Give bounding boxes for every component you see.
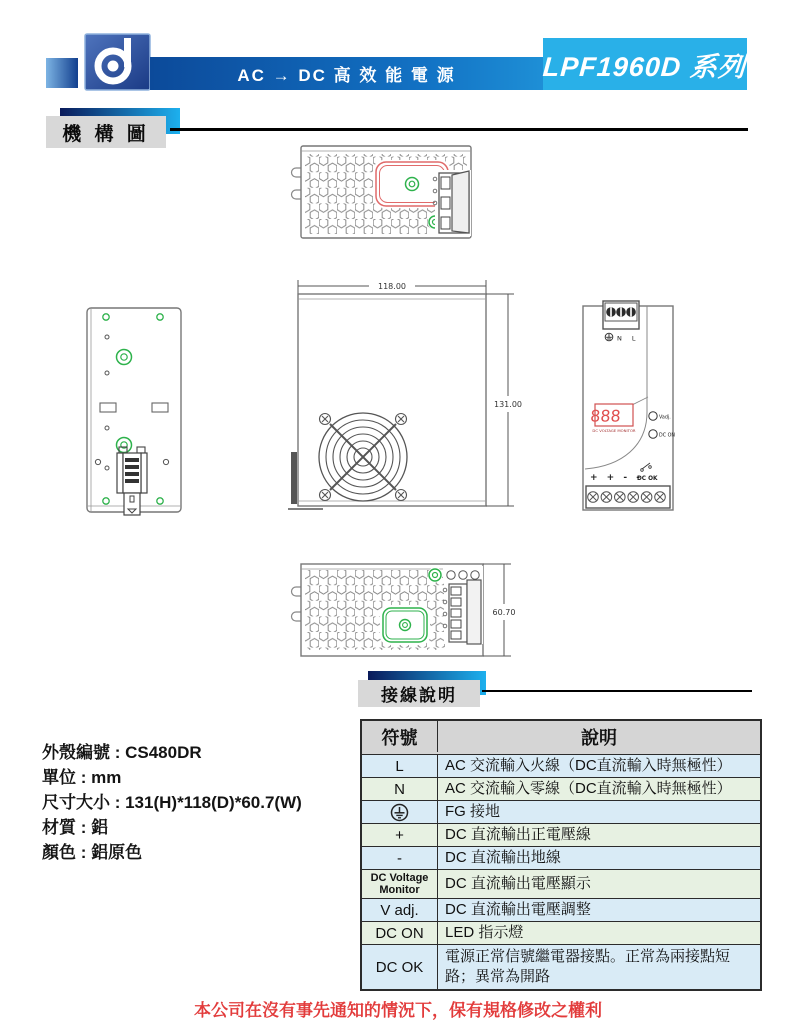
table-row: [362, 898, 760, 921]
symbol-cell: DC ON: [362, 922, 438, 944]
brand-logo: [84, 33, 151, 91]
bottom-view-drawing: [283, 554, 521, 671]
output-polarity-labels: + + - -: [590, 473, 643, 483]
description-cell: AC 交流輸入火線（DC直流輸入時無極性）: [445, 757, 732, 774]
header-banner-text: AC → DC 高 效 能 電 源: [237, 66, 456, 85]
side-view-drawing: [283, 274, 531, 531]
wiring-section-label: [358, 680, 480, 707]
dcon-label: DC ON: [659, 433, 675, 439]
description-cell: DC 直流輸出正電壓線: [445, 826, 591, 843]
vadj-label: Vadj.: [659, 415, 671, 421]
dim-height-label: 131.00: [494, 400, 522, 409]
symbol-header: 符號: [362, 721, 438, 752]
symbol-cell: DC Voltage Monitor: [362, 870, 438, 898]
table-header-row: [362, 721, 760, 754]
table-row: [362, 921, 760, 944]
wiring-table: [360, 719, 762, 991]
back-view-drawing: [78, 298, 196, 533]
fg-ground-icon: [390, 803, 409, 822]
table-row: [362, 800, 760, 823]
description-cell: AC 交流輸入零線（DC直流輸入時無極性）: [445, 780, 732, 797]
table-row: [362, 944, 760, 989]
spec-material: 材質 : 鋁: [42, 818, 109, 837]
header-accent-chip: [46, 58, 78, 88]
table-row: [362, 823, 760, 846]
symbol-cell: -: [362, 847, 438, 869]
front-view-drawing: [576, 294, 688, 527]
spec-unit: 單位 : mm: [42, 768, 122, 787]
top-view-drawing: [283, 141, 493, 248]
footer-notice: 本公司在沒有事先通知的情況下，保有規格修改之權利: [194, 1001, 602, 1020]
brand-logo-icon: [84, 33, 151, 91]
spec-dimensions: 尺寸大小 : 131(H)*118(D)*60.7(W): [42, 793, 302, 812]
spec-color: 顏色 : 鋁原色: [42, 843, 143, 862]
description-cell: DC 直流輸出地線: [445, 849, 561, 866]
header-banner: [150, 57, 543, 90]
mechanism-section-label: [46, 116, 166, 148]
spec-case-no: 外殼編號 : CS480DR: [42, 743, 202, 762]
symbol-cell: N: [362, 778, 438, 800]
description-cell: 電源正常信號繼電器接點。正常為兩接點短路；異常為開路: [445, 948, 731, 985]
symbol-cell: L: [362, 755, 438, 777]
wiring-section-rule: [482, 690, 752, 692]
table-row: [362, 777, 760, 800]
dim-width-label: 60.70: [492, 608, 516, 617]
symbol-cell: V adj.: [362, 899, 438, 921]
table-row: [362, 754, 760, 777]
series-badge-text: LPF1960D 系列: [542, 51, 748, 82]
table-row: [362, 869, 760, 898]
description-cell: LED 指示燈: [445, 924, 524, 941]
mechanism-section-rule: [170, 128, 748, 131]
dim-depth-label: 118.00: [378, 282, 406, 291]
voltage-display-caption: DC VOLTAGE MONITOR: [592, 428, 636, 433]
description-cell: DC 直流輸出電壓顯示: [445, 875, 591, 892]
dcok-label: DC OK: [637, 476, 658, 482]
symbol-cell: [362, 801, 438, 823]
spec-block: [42, 740, 362, 865]
description-header: 說明: [581, 727, 617, 748]
symbol-cell: DC OK: [362, 945, 438, 989]
series-badge: [543, 38, 747, 90]
mechanism-section-text: 機 構 圖: [62, 123, 150, 145]
input-terminal-labels: N L: [617, 334, 640, 343]
symbol-cell: +: [362, 824, 438, 846]
wiring-section-text: 接線說明: [381, 686, 457, 705]
description-cell: DC 直流輸出電壓調整: [445, 901, 591, 918]
table-row: [362, 846, 760, 869]
description-cell: FG 接地: [445, 803, 500, 820]
voltage-display-digits: 888: [589, 406, 622, 426]
